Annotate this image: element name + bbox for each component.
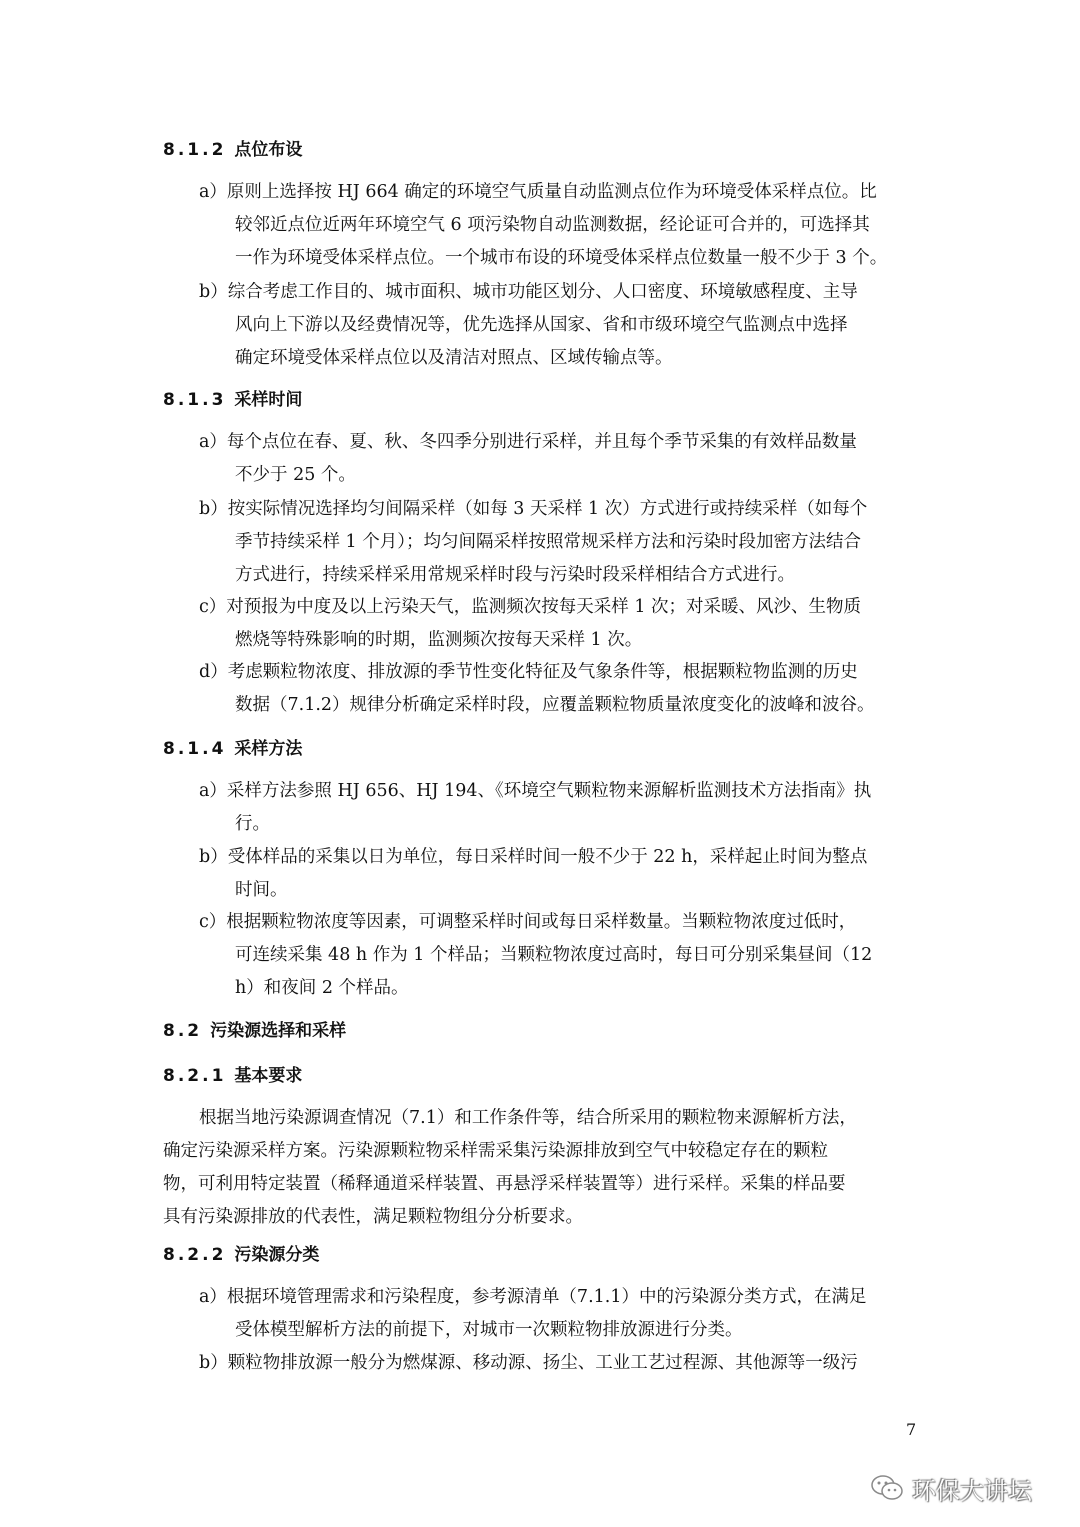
text-line: d）考虑颗粒物浓度、排放源的季节性变化特征及气象条件等，根据颗粒物监测的历史	[199, 662, 858, 682]
text-line: b）受体样品的采集以日为单位，每日采样时间一般不少于 22 h，采样起止时间为整点	[199, 847, 868, 867]
text-line: 物，可利用特定装置（稀释通道采样装置、再悬浮采样装置等）进行采样。采集的样品要	[163, 1174, 846, 1194]
section-number: 8.1.3	[163, 390, 227, 410]
section-heading-8-2	[163, 1019, 346, 1043]
text-line: 确定环境受体采样点位以及清洁对照点、区域传输点等。	[235, 348, 673, 368]
text-line: 数据（7.1.2）规律分析确定采样时段，应覆盖颗粒物质量浓度变化的波峰和波谷。	[235, 695, 875, 715]
section-heading-8-2-1	[163, 1064, 302, 1088]
text-line: 具有污染源排放的代表性，满足颗粒物组分分析要求。	[163, 1207, 583, 1227]
list-item	[199, 1347, 921, 1380]
section-title: 基本要求	[234, 1066, 303, 1086]
watermark	[870, 1468, 1032, 1508]
list-item	[199, 656, 921, 722]
section-number: 8.1.2	[163, 140, 227, 160]
text-line: a）原则上选择按 HJ 664 确定的环境空气质量自动监测点位作为环境受体采样点位。比	[199, 182, 877, 202]
list-item	[199, 176, 921, 275]
text-line: 燃烧等特殊影响的时期，监测频次按每天采样 1 次。	[235, 630, 643, 650]
section-number: 8.2	[163, 1021, 203, 1041]
section-number: 8.2.1	[163, 1066, 227, 1086]
section-title: 点位布设	[234, 140, 303, 160]
list-item	[199, 426, 921, 492]
text-line: b）按实际情况选择均匀间隔采样（如每 3 天采样 1 次）方式进行或持续采样（如每个	[199, 499, 868, 519]
list-item	[199, 775, 921, 841]
text-line: 可连续采集 48 h 作为 1 个样品；当颗粒物浓度过高时，每日可分别采集昼间（12	[235, 945, 873, 965]
section-heading-8-2-2	[163, 1243, 319, 1267]
list-item	[199, 1281, 921, 1347]
body-paragraph	[163, 1102, 923, 1234]
text-line: 一作为环境受体采样点位。一个城市布设的环境受体采样点位数量一般不少于 3 个。	[235, 248, 888, 268]
text-line: 行。	[235, 814, 270, 834]
section-heading-8-1-2	[163, 138, 302, 162]
text-line: c）对预报为中度及以上污染天气，监测频次按每天采样 1 次；对采暖、风沙、生物质	[199, 597, 862, 617]
section-title: 污染源选择和采样	[210, 1021, 347, 1041]
text-line: a）采样方法参照 HJ 656、HJ 194、《环境空气颗粒物来源解析监测技术方法指南》执	[199, 781, 872, 801]
wechat-icon	[870, 1473, 904, 1503]
watermark-text: 环保大讲坛	[912, 1476, 1032, 1505]
text-line: 较邻近点位近两年环境空气 6 项污染物自动监测数据，经论证可合并的，可选择其	[235, 215, 870, 235]
text-line: h）和夜间 2 个样品。	[235, 978, 409, 998]
section-title: 采样时间	[234, 390, 303, 410]
text-line: 风向上下游以及经费情况等，优先选择从国家、省和市级环境空气监测点中选择	[235, 315, 848, 335]
list-item	[199, 493, 921, 592]
text-line: c）根据颗粒物浓度等因素，可调整采样时间或每日采样数量。当颗粒物浓度过低时，	[199, 912, 857, 932]
list-item	[199, 841, 921, 907]
text-line: b）颗粒物排放源一般分为燃煤源、移动源、扬尘、工业工艺过程源、其他源等一级污	[199, 1353, 858, 1373]
page-number: 7	[906, 1420, 917, 1439]
list-item	[199, 276, 921, 375]
section-number: 8.2.2	[163, 1245, 227, 1265]
text-line: 时间。	[235, 880, 288, 900]
text-line: 不少于 25 个。	[235, 465, 356, 485]
text-line: 根据当地污染源调查情况（7.1）和工作条件等，结合所采用的颗粒物来源解析方法，	[199, 1108, 857, 1128]
text-line: 方式进行，持续采样采用常规采样时段与污染时段采样相结合方式进行。	[235, 565, 795, 585]
text-line: b）综合考虑工作目的、城市面积、城市功能区划分、人口密度、环境敏感程度、主导	[199, 282, 858, 302]
section-heading-8-1-3	[163, 388, 302, 412]
list-item	[199, 906, 921, 1005]
section-title: 采样方法	[234, 739, 303, 759]
section-number: 8.1.4	[163, 739, 227, 759]
text-line: 确定污染源采样方案。污染源颗粒物采样需采集污染源排放到空气中较稳定存在的颗粒	[163, 1141, 828, 1161]
section-heading-8-1-4	[163, 737, 302, 761]
text-line: a）根据环境管理需求和污染程度，参考源清单（7.1.1）中的污染源分类方式，在满足	[199, 1287, 867, 1307]
list-item	[199, 591, 921, 657]
text-line: 受体模型解析方法的前提下，对城市一次颗粒物排放源进行分类。	[235, 1320, 743, 1340]
text-line: 季节持续采样 1 个月）；均匀间隔采样按照常规采样方法和污染时段加密方法结合	[235, 532, 862, 552]
section-title: 污染源分类	[234, 1245, 320, 1265]
text-line: a）每个点位在春、夏、秋、冬四季分别进行采样，并且每个季节采集的有效样品数量	[199, 432, 857, 452]
